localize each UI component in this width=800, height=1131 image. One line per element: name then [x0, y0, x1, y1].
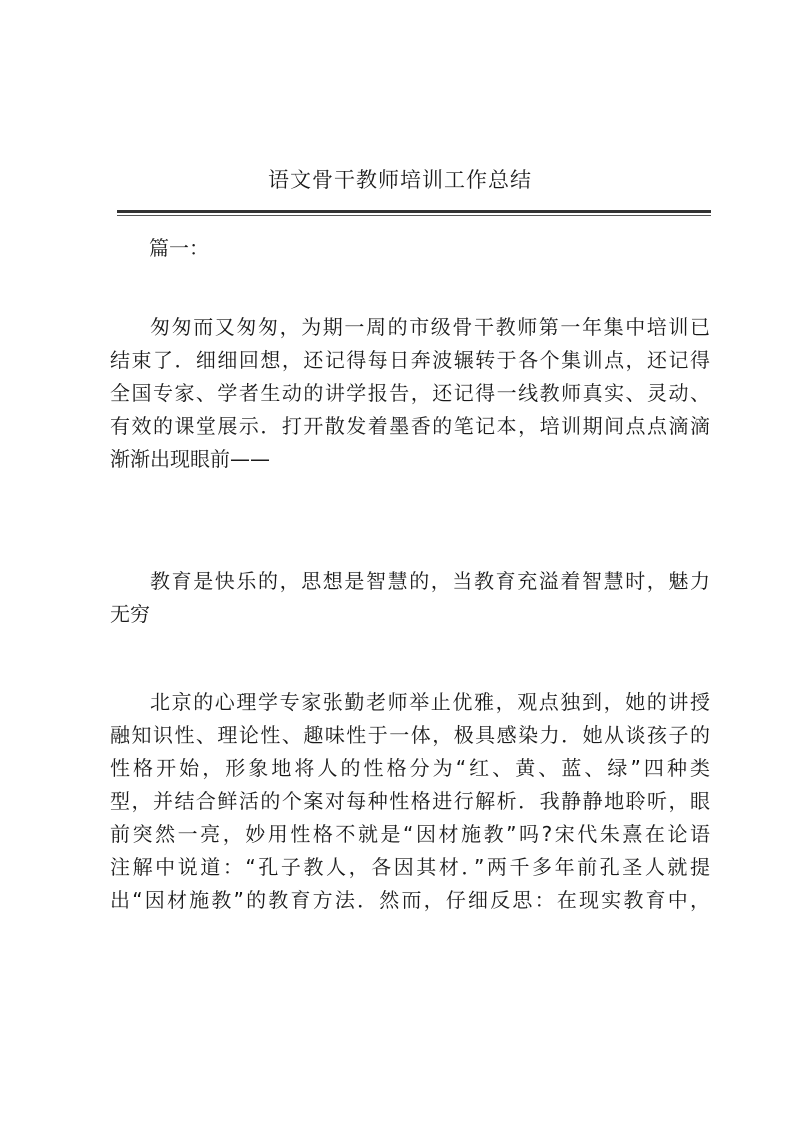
- paragraph-line: 渐渐出现眼前——: [110, 447, 270, 471]
- paragraph-line: 前突然一亮，妙用性格不就是“因材施教”吗?宋代朱熹在论语: [110, 822, 710, 846]
- paragraph-line: 出“因材施教”的教育方法．然而，仔细反思：在现实教育中，: [110, 888, 710, 912]
- paragraph-line: 结束了．细细回想，还记得每日奔波辗转于各个集训点，还记得: [110, 348, 710, 372]
- section-label: 篇一：: [149, 236, 209, 260]
- paragraph-line: 注解中说道：“孔子教人，各因其材．”两千多年前孔圣人就提: [110, 855, 710, 879]
- title-divider-thick: [117, 210, 711, 213]
- paragraph-line: 融知识性、理论性、趣味性于一体，极具感染力．她从谈孩子的: [110, 723, 710, 747]
- paragraph-line: 型，并结合鲜活的个案对每种性格进行解析．我静静地聆听，眼: [110, 789, 710, 813]
- paragraph-3: [110, 686, 710, 917]
- document-title: 语文骨干教师培训工作总结: [268, 168, 532, 192]
- paragraph-line: 全国专家、学者生动的讲学报告，还记得一线教师真实、灵动、: [110, 381, 710, 405]
- paragraph-line: 性格开始，形象地将人的性格分为“红、黄、蓝、绿”四种类: [110, 756, 710, 780]
- paragraph-line: 有效的课堂展示．打开散发着墨香的笔记本，培训期间点点滴滴: [110, 414, 710, 438]
- title-divider-thin: [117, 215, 711, 216]
- paragraph-line: 匆匆而又匆匆，为期一周的市级骨干教师第一年集中培训已: [150, 315, 710, 339]
- paragraph-line: 教育是快乐的，思想是智慧的，当教育充溢着智慧时，魅力: [150, 569, 710, 593]
- paragraph-line: 北京的心理学专家张勤老师举止优雅，观点独到，她的讲授: [150, 690, 710, 714]
- paragraph-2: [110, 565, 710, 631]
- paragraph-1: [110, 311, 710, 476]
- paragraph-line: 无穷: [110, 602, 150, 626]
